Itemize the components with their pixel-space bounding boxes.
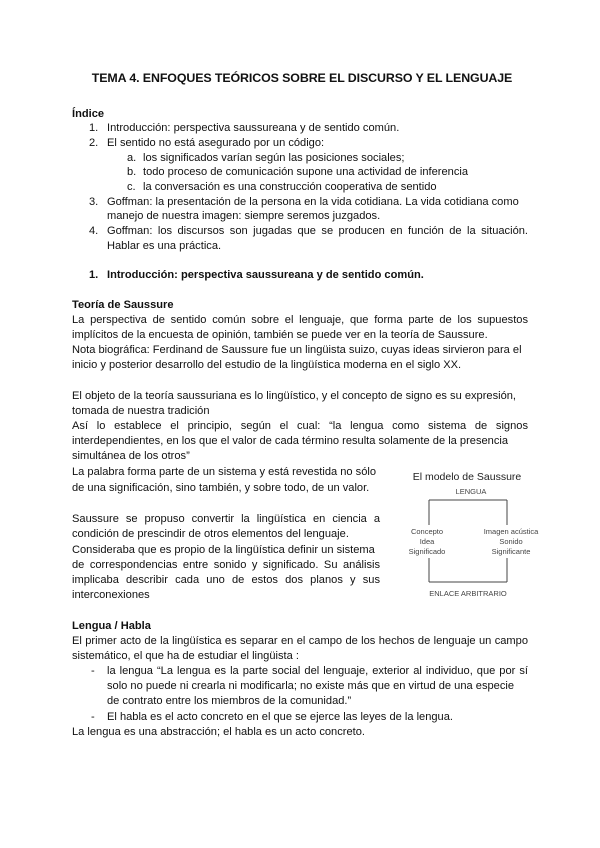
index-subitem-letter: b. [127,166,137,178]
paragraph-line: Saussure se propuso convertir la lingüística en ciencia a [72,513,380,525]
subsection-heading: Lengua / Habla [72,620,151,632]
paragraph-line: El objeto de la teoría saussuriana es lo lingüístico, y el concepto de signo es su expresión, [72,390,517,402]
paragraph-line: Consideraba que es propio de la lingüística definir un sistema [72,544,375,556]
diagram-left-label: Idea [419,537,435,546]
diagram-left-label: Concepto [410,527,444,536]
bullet-line: solo no puede ni crearla ni modificarla; no existe más que en virtud de una especie [107,680,515,692]
paragraph-line: implicaba describir cada uno de estos dos planos y sus [72,574,380,586]
index-item-text: Introducción: perspectiva saussureana y de sentido común. [107,122,400,134]
paragraph-line: El primer acto de la lingüística es separar en el campo de los hechos de lenguaje un campo [72,635,528,647]
paragraph-line: interdependientes, en los que el valor de cada término resulta solamente de la presencia [72,435,509,447]
index-item-number: 2. [89,137,99,149]
paragraph-line: La lengua es una abstracción; el habla es un acto concreto. [72,726,365,738]
bullet-line: El habla es el acto concreto en el que se ejerce las leyes de la lengua. [107,711,453,723]
diagram-bottom-label: ENLACE ARBITRARIO [429,589,507,598]
index-item-text: El sentido no está asegurado por un código: [107,137,325,149]
index-subitem-text: todo proceso de comunicación supone una actividad de inferencia [143,166,469,178]
paragraph-line: La palabra forma parte de un sistema y está revestida no sólo [72,466,377,478]
diagram-right-label: Imagen acústica [483,527,539,536]
bullet-line: de contrato entre los miembros de la comunidad.” [107,695,352,707]
index-item-text: manejo de nuestra imagen: siempre seremos juzgados. [107,210,381,222]
subsection-heading: Teoría de Saussure [72,299,174,311]
section-heading: Introducción: perspectiva saussureana y de sentido común. [107,269,424,281]
paragraph-line: inicio y posterior desarrollo del estudio de la lingüística moderna en el siglo XX. [72,359,462,371]
document-title: TEMA 4. ENFOQUES TEÓRICOS SOBRE EL DISCURSO Y EL LENGUAJE [91,71,513,85]
bullet-line: la lengua “La lengua es la parte social del lenguaje, exterior al individuo, que por sí [107,665,528,677]
index-item-text: Hablar es una práctica. [107,240,222,252]
paragraph-line: Así lo establece el principio, según el cual: “la lengua como sistema de signos [72,420,528,432]
index-item-text: Goffman: la presentación de la persona en la vida cotidiana. La vida cotidiana como [107,196,519,208]
paragraph-line: tomada de nuestra tradición [72,405,210,417]
index-heading: Índice [72,108,105,120]
diagram-right-label: Significante [491,547,531,556]
index-item-number: 3. [89,196,99,208]
paragraph-line: simultánea de los otros” [72,450,190,462]
paragraph-line: Nota biográfica: Ferdinand de Saussure fue un lingüista suizo, cuyas ideas sirvieron para el [72,344,522,356]
paragraph-line: La perspectiva de sentido común sobre el lenguaje, que forma parte de los supuestos [72,314,528,326]
paragraph-line: sistemático, el que ha de estudiar el lingüista : [72,650,299,662]
diagram-right-label: Sonido [499,537,523,546]
bullet-dash: - [91,665,95,677]
index-subitem-letter: a. [127,152,137,164]
index-subitem-text: la conversación es una construcción cooperativa de sentido [143,181,437,193]
saussure-model-diagram [395,466,540,602]
index-subitem-letter: c. [127,181,136,193]
paragraph-line: de correspondencias entre sonido y significado. Su análisis [72,559,380,571]
section-number: 1. [89,269,99,281]
paragraph-line: implícitos de la encuesta de opinión, también se puede ver en la teoría de Saussure. [72,329,488,341]
diagram-title: El modelo de Saussure [412,471,522,483]
index-item-number: 4. [89,225,99,237]
diagram-top-label: LENGUA [455,487,487,496]
index-item-text: Goffman: los discursos son jugadas que se producen en función de la situación. [107,225,528,237]
index-item-number: 1. [89,122,99,134]
diagram-left-label: Significado [408,547,446,556]
paragraph-line: de una significación, sino también, y sobre todo, de un valor. [72,482,370,494]
paragraph-line: condición de prescindir de otros elementos del lenguaje. [72,528,349,540]
paragraph-line: interconexiones [72,589,150,601]
bullet-dash: - [91,711,95,723]
index-subitem-text: los significados varían según las posiciones sociales; [143,152,405,164]
